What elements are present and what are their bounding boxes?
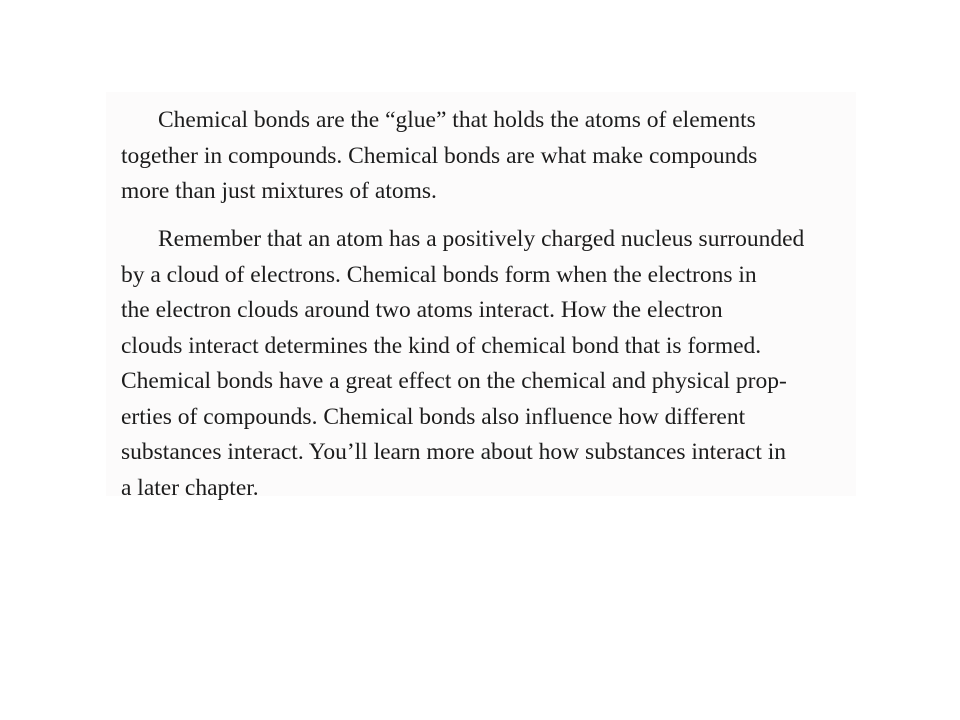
text-line: Chemical bonds are the “glue” that holds the atoms of elements [158, 107, 756, 133]
text-line: a later chapter. [121, 474, 259, 501]
paragraph-atom-electron-clouds [121, 222, 804, 506]
text-line: the electron clouds around two atoms interact. How the electron [121, 297, 723, 323]
text-line: more than just mixtures of atoms. [121, 178, 437, 204]
text-line: by a cloud of electrons. Chemical bonds form when the electrons in [121, 261, 757, 288]
text-line: together in compounds. Chemical bonds are what make compounds [121, 142, 758, 169]
paragraph-chemical-bonds-glue [121, 103, 757, 210]
text-line: substances interact. You’ll learn more about how substances interact in [121, 439, 787, 465]
text-line: clouds interact determines the kind of chemical bond that is formed. [121, 332, 762, 359]
text-line: erties of compounds. Chemical bonds also influence how different [121, 403, 746, 430]
text-line: Chemical bonds have a great effect on the chemical and physical prop- [121, 368, 787, 394]
text-line: Remember that an atom has a positively charged nucleus surrounded [158, 226, 805, 252]
